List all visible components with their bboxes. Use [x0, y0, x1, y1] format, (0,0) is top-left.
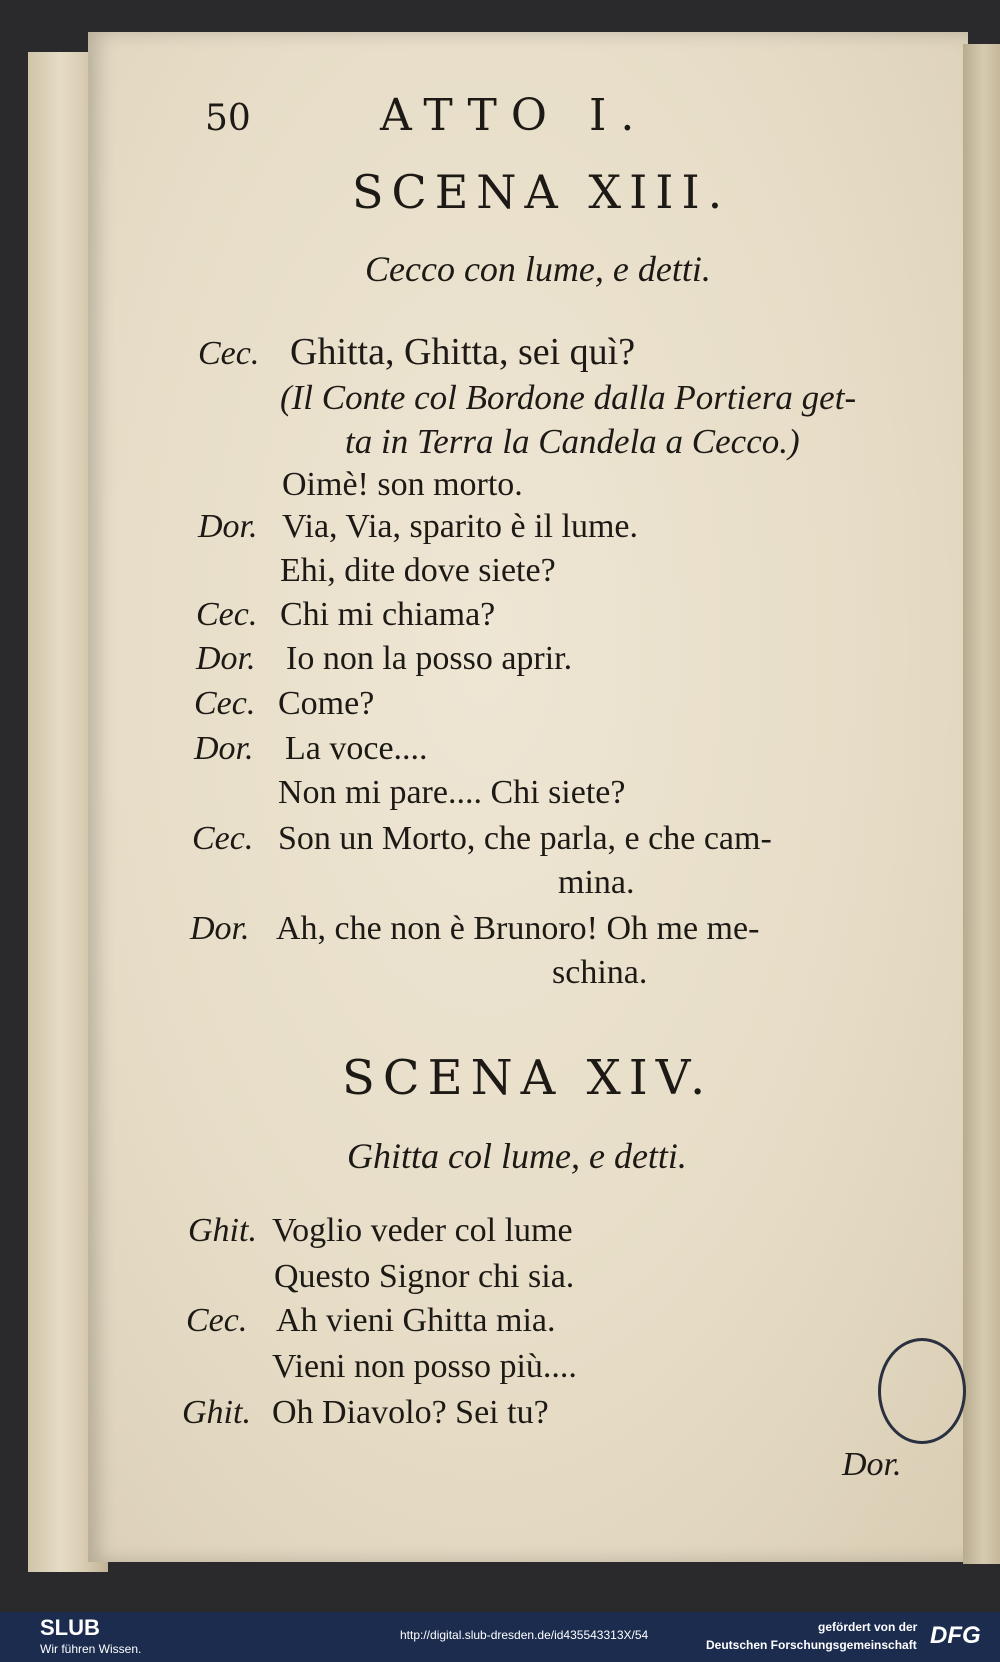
- speaker-label: Dor.: [198, 508, 258, 545]
- dialogue-line: Via, Via, sparito è il lume.: [282, 508, 638, 545]
- facing-page-edge: [963, 44, 1000, 1564]
- funding-line-2: Deutschen Forschungsgemeinschaft: [706, 1638, 917, 1652]
- scene-title: SCENA XIV.: [342, 1050, 714, 1106]
- running-head: ATTO I.: [380, 90, 649, 141]
- speaker-label: Cec.: [198, 335, 260, 372]
- stage-direction: ta in Terra la Candela a Cecco.): [345, 422, 800, 461]
- slub-logo[interactable]: SLUB: [40, 1615, 100, 1640]
- dialogue-line: Ehi, dite dove siete?: [280, 552, 556, 589]
- dialogue-line: schina.: [552, 954, 648, 991]
- dialogue-line: Oimè! son morto.: [282, 466, 523, 503]
- catchword: Dor.: [842, 1446, 902, 1483]
- stage-direction: Ghitta col lume, e detti.: [347, 1136, 687, 1176]
- dialogue-line: Vieni non posso più....: [272, 1348, 577, 1385]
- stage-direction: Cecco con lume, e detti.: [365, 249, 711, 289]
- speaker-label: Dor.: [190, 910, 250, 947]
- dialogue-line: Voglio veder col lume: [272, 1212, 573, 1249]
- footer-bar: [0, 1612, 1000, 1662]
- dialogue-line: Son un Morto, che parla, e che cam-: [278, 820, 772, 857]
- speaker-label: Cec.: [194, 685, 256, 722]
- speaker-label: Dor.: [194, 730, 254, 767]
- library-stamp: [878, 1338, 966, 1444]
- dialogue-line: Non mi pare.... Chi siete?: [278, 774, 626, 811]
- dialogue-line: Ah, che non è Brunoro! Oh me me-: [276, 910, 760, 947]
- scene-title: SCENA XIII.: [352, 165, 731, 219]
- dialogue-line: mina.: [558, 864, 635, 901]
- speaker-label: Cec.: [192, 820, 254, 857]
- dialogue-line: Chi mi chiama?: [280, 596, 496, 633]
- speaker-label: Ghit.: [182, 1394, 251, 1431]
- dfg-logo[interactable]: DFG: [930, 1622, 981, 1649]
- speaker-label: Cec.: [196, 596, 258, 633]
- speaker-label: Cec.: [186, 1302, 248, 1339]
- speaker-label: Dor.: [196, 640, 256, 677]
- source-url[interactable]: http://digital.slub-dresden.de/id435543313X/54: [400, 1628, 649, 1642]
- dialogue-line: Questo Signor chi sia.: [274, 1258, 575, 1295]
- stage-direction: (Il Conte col Bordone dalla Portiera get-: [280, 378, 857, 417]
- dialogue-line: Io non la posso aprir.: [286, 640, 573, 677]
- dialogue-line: Ah vieni Ghitta mia.: [276, 1302, 556, 1339]
- dialogue-line: Come?: [278, 685, 375, 722]
- page-number: 50: [205, 98, 251, 139]
- dialogue-line: Ghitta, Ghitta, sei quì?: [290, 331, 636, 373]
- funding-line-1: gefördert von der: [818, 1620, 918, 1634]
- slub-tagline: Wir führen Wissen.: [40, 1642, 142, 1656]
- speaker-label: Ghit.: [188, 1212, 257, 1249]
- dialogue-line: La voce....: [285, 730, 428, 767]
- dialogue-line: Oh Diavolo? Sei tu?: [272, 1394, 549, 1431]
